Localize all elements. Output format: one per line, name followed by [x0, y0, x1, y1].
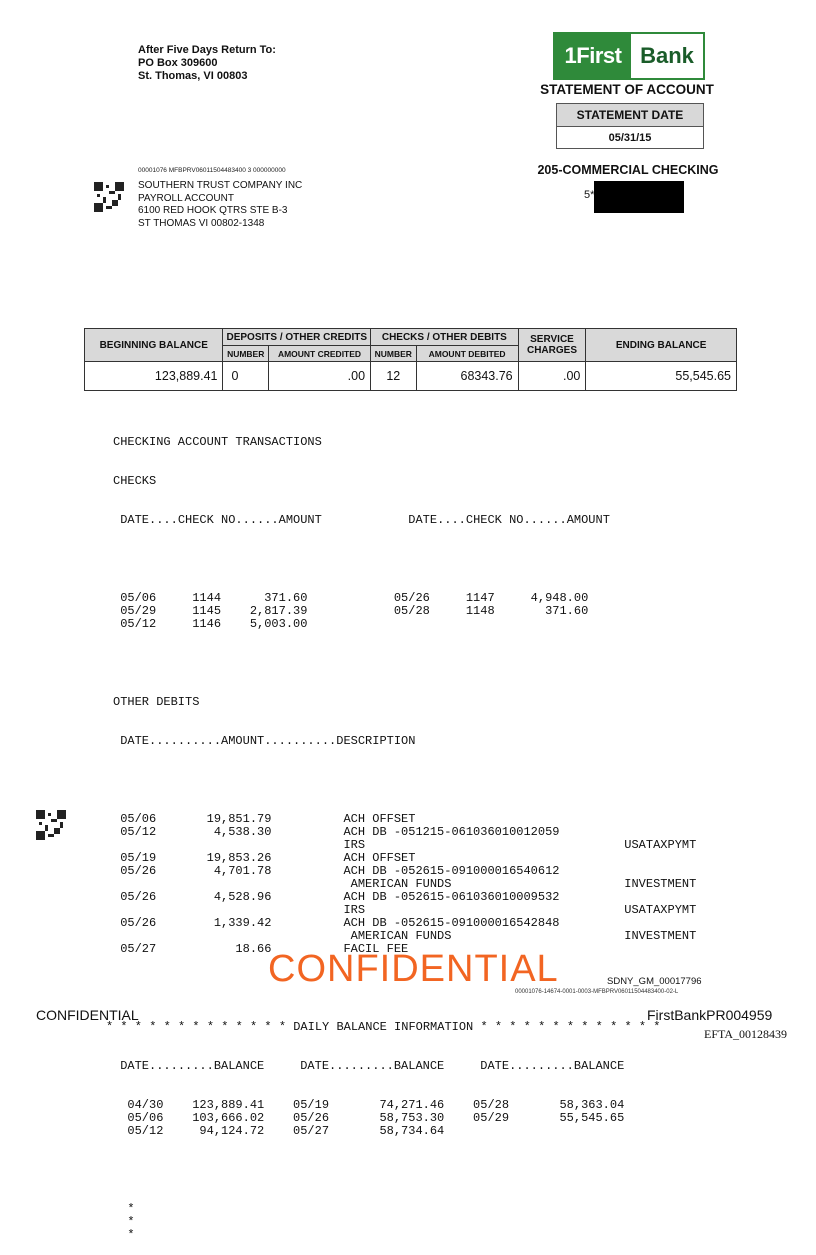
daily-balance-row: 04/30 123,889.41 05/19 74,271.46 05/28 58,363.04 — [113, 1098, 625, 1112]
check-row: 05/12 1146 5,003.00 — [113, 617, 308, 631]
daily-balance-list — [113, 1099, 696, 1138]
efta-id: EFTA_00128439 — [704, 1027, 788, 1041]
value-amount-debited: 68343.76 — [416, 362, 518, 391]
logo-first: 1First — [555, 34, 631, 78]
daily-balance-title — [106, 1020, 696, 1034]
stars-list — [113, 1203, 696, 1242]
value-service-charges: .00 — [518, 362, 586, 391]
logo-bank: Bank — [631, 34, 703, 78]
debit-row: 05/27 18.66 FACIL FEE — [113, 942, 409, 956]
debit-detail-row: IRS USATAXPYMT — [113, 903, 697, 917]
confidential-label: CONFIDENTIAL — [36, 1007, 139, 1023]
bank-logo — [553, 32, 705, 80]
qr-code-icon — [94, 182, 124, 212]
debit-row: 05/06 19,851.79 ACH OFFSET — [113, 812, 416, 826]
daily-balance-header-text: DATE.........BALANCE DATE.........BALANCE DATE.........BALANCE — [120, 1059, 625, 1073]
value-beginning-balance: 123,889.41 — [85, 362, 223, 391]
value-ending-balance: 55,545.65 — [586, 362, 737, 391]
debit-row: 05/19 19,853.26 ACH OFFSET — [113, 851, 416, 865]
checks-title: CHECKS — [113, 474, 157, 488]
other-debits-list — [113, 813, 696, 956]
qr-code-icon — [36, 810, 66, 840]
debit-row: 05/26 1,339.42 ACH DB -052615-091000016542848 — [113, 916, 560, 930]
mailing-address — [138, 180, 302, 230]
transactions-title: CHECKING ACCOUNT TRANSACTIONS — [113, 435, 322, 449]
document-reference: 00001076-14674-0001-0003-MFBPRV06011504483400-02-L — [515, 989, 679, 995]
firstbank-id: FirstBankPR004959 — [647, 1007, 773, 1023]
return-address-line1: After Five Days Return To: — [138, 44, 276, 56]
header-beginning-balance: BEGINNING BALANCE — [85, 329, 223, 362]
value-deposits-number: 0 — [223, 362, 268, 391]
bates-number: SDNY_GM_00017796 — [607, 976, 702, 987]
star-marker: * — [113, 1215, 135, 1229]
checks-header-right: DATE....CHECK NO......AMOUNT — [408, 513, 610, 527]
daily-balance-row: 05/12 94,124.72 05/27 58,734.64 — [113, 1124, 445, 1138]
header-checks-number: NUMBER — [371, 346, 416, 362]
mailing-address-line2: PAYROLL ACCOUNT — [138, 192, 234, 204]
header-deposits: DEPOSITS / OTHER CREDITS — [223, 329, 371, 346]
star-marker: * — [113, 1228, 135, 1242]
statement-date-label: STATEMENT DATE — [557, 104, 703, 127]
account-type: 205-COMMERCIAL CHECKING — [537, 163, 719, 177]
debit-row: 05/12 4,538.30 ACH DB -051215-061036010012059 — [113, 825, 560, 839]
redaction-box — [594, 181, 684, 213]
statement-date-value: 05/31/15 — [608, 132, 652, 144]
statement-date-box — [556, 103, 704, 149]
checks-list — [113, 592, 696, 631]
header-deposits-number: NUMBER — [223, 346, 268, 362]
mailing-address-line3: 6100 RED HOOK QTRS STE B-3 — [138, 205, 288, 216]
statement-title: STATEMENT OF ACCOUNT — [540, 82, 714, 97]
mailing-address-line1: SOUTHERN TRUST COMPANY INC — [138, 180, 303, 191]
value-checks-number: 12 — [371, 362, 416, 391]
confidential-stamp: CONFIDENTIAL — [268, 948, 559, 990]
other-debits-title: OTHER DEBITS — [113, 695, 200, 709]
other-debits-header — [113, 735, 696, 748]
header-ending-balance: ENDING BALANCE — [586, 329, 737, 362]
debit-row: 05/26 4,701.78 ACH DB -052615-091000016540612 — [113, 864, 560, 878]
return-address — [138, 44, 276, 83]
star-marker: * — [113, 1202, 135, 1216]
other-debits-header-text: DATE..........AMOUNT..........DESCRIPTION — [120, 734, 416, 748]
debit-detail-row: AMERICAN FUNDS INVESTMENT — [113, 877, 697, 891]
check-row: 05/06 1144 371.60 05/26 1147 4,948.00 — [113, 591, 589, 605]
daily-balance-title-text: * * * * * * * * * * * * * DAILY BALANCE INFORMATION * * * * * * * * * * * * * — [106, 1020, 661, 1034]
header-checks: CHECKS / OTHER DEBITS — [371, 329, 519, 346]
daily-balance-header — [113, 1060, 696, 1073]
check-row: 05/29 1145 2,817.39 05/28 1148 371.60 — [113, 604, 589, 618]
header-amount-credited: AMOUNT CREDITED — [268, 346, 370, 362]
daily-balance-row: 05/06 103,666.02 05/26 58,753.30 05/29 55,545.65 — [113, 1111, 625, 1125]
value-amount-credited: .00 — [268, 362, 370, 391]
mailing-address-line4: ST THOMAS VI 00802-1348 — [138, 217, 265, 229]
balance-summary-table — [84, 328, 737, 391]
account-number-prefix: 5* — [584, 189, 595, 201]
header-service-charges: SERVICE CHARGES — [518, 329, 586, 362]
return-address-line2: PO Box 309600 — [138, 57, 218, 69]
debit-detail-row: AMERICAN FUNDS INVESTMENT — [113, 929, 697, 943]
header-amount-debited: AMOUNT DEBITED — [416, 346, 518, 362]
checks-header-left: DATE....CHECK NO......AMOUNT — [120, 513, 322, 527]
checks-header — [113, 514, 696, 527]
debit-detail-row: IRS USATAXPYMT — [113, 838, 697, 852]
return-address-line3: St. Thomas, VI 00803 — [138, 70, 248, 82]
transactions-section — [106, 410, 697, 1255]
barcode-text: 00001076 MFBPRV06011504483400 3 000000000 — [138, 167, 286, 174]
debit-row: 05/26 4,528.96 ACH DB -052615-061036010009532 — [113, 890, 560, 904]
